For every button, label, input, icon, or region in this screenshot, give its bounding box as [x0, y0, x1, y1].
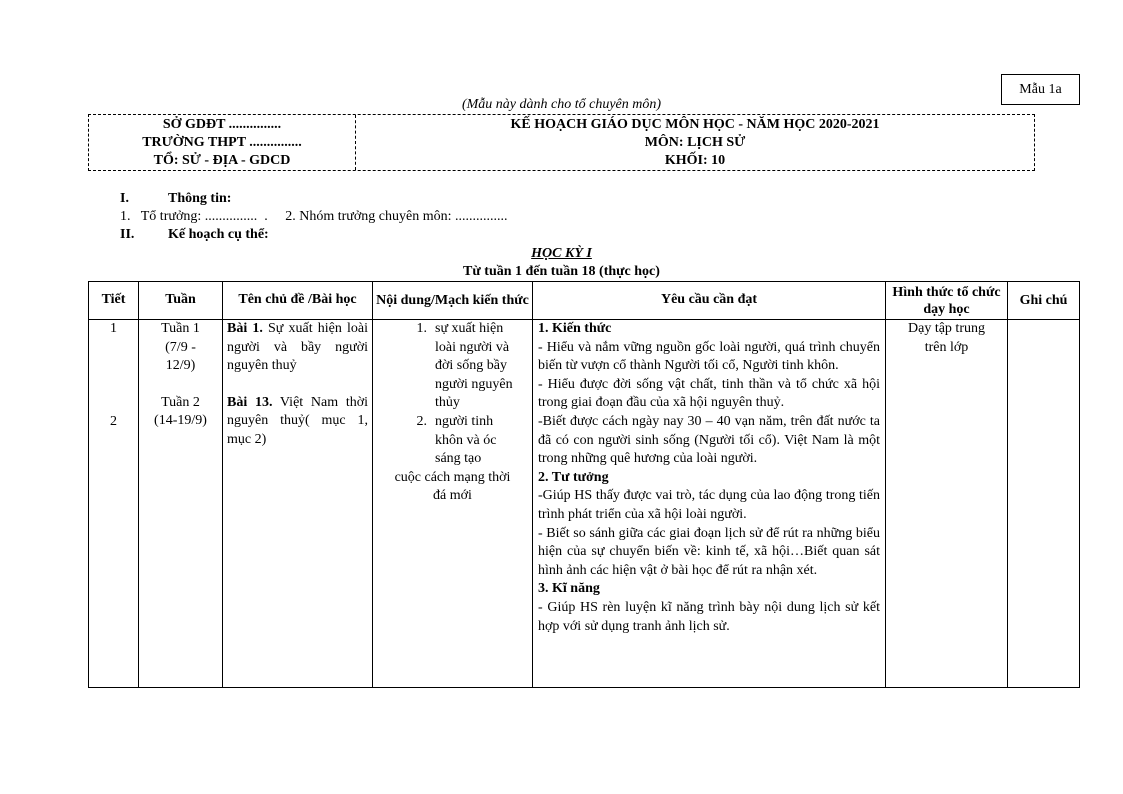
cell-tiet — [89, 320, 139, 688]
info-line: 1. Tổ trưởng: ............... . 2. Nhóm trưởng chuyên môn: ............... — [120, 209, 508, 224]
lesson-1-number: Bài 1. — [227, 321, 263, 336]
content-tail-line: đá mới — [433, 488, 472, 504]
req-paragraph: -Giúp HS thấy được vai trò, tác dụng của lao động trong tiến trình phát triển của xã hội loài người. — [538, 488, 880, 522]
col-header-noidung: Nội dung/Mạch kiến thức — [373, 282, 533, 320]
content-item-1-number: 1. — [416, 321, 427, 336]
lesson-2-number: Bài 13. — [227, 394, 273, 410]
header-plan-title: KẾ HOẠCH GIÁO DỤC MÔN HỌC - NĂM HỌC 2020-2021 — [510, 117, 880, 132]
document-header — [88, 114, 1035, 171]
req-heading-knowledge: 1. Kiến thức — [538, 321, 612, 336]
cell-tuan — [139, 320, 223, 688]
col-header-yeucau: Yêu cầu cần đạt — [533, 282, 886, 320]
col-header-tuan: Tuần — [139, 282, 223, 320]
content-item-1-line: người nguyên — [435, 376, 513, 392]
teaching-form-line: Dạy tập trung — [908, 321, 985, 336]
week-1-end: 12/9) — [165, 358, 196, 374]
content-item-1-line: thủy — [435, 395, 460, 411]
content-item-1-line: đời sống bầy — [435, 358, 507, 374]
req-heading-skills: 3. Kĩ năng — [538, 581, 600, 597]
content-tail-line: cuộc cách mạng thời — [394, 469, 511, 485]
teaching-form-line: trên lớp — [924, 339, 969, 355]
header-school-info — [89, 115, 356, 170]
lesson-1 — [227, 320, 368, 376]
req-paragraph: - Giúp HS rèn luyện kĩ năng trình bày nội dung lịch sử kết hợp với sử dụng tranh ảnh lịch sử. — [538, 599, 880, 634]
header-school: TRƯỜNG THPT ............... — [142, 135, 302, 150]
content-item-2-line: khôn và óc — [435, 432, 497, 448]
cell-bai-hoc — [223, 320, 373, 688]
week-2-dates: (14-19/9) — [154, 413, 207, 429]
section-plan-number: II. — [120, 227, 135, 242]
cell-noi-dung — [373, 320, 533, 688]
content-item-2-line: người tinh — [435, 413, 494, 429]
col-header-hinhthuc: Hình thức tổ chức dạy học — [886, 282, 1008, 320]
lesson-2 — [227, 394, 368, 450]
header-plan-info — [356, 115, 1034, 170]
section-info-heading — [120, 190, 231, 208]
lesson-1-title: Sự xuất hiện loài người và bầy người nguyên thuỷ — [227, 321, 368, 374]
section-info-number: I. — [120, 191, 129, 206]
content-item-1-line: sự xuất hiện — [435, 321, 504, 336]
header-department: SỞ GDĐT ............... — [162, 117, 282, 132]
form-note: (Mẫu này dành cho tổ chuyên môn) — [461, 97, 662, 112]
week-1-label: Tuần 1 — [161, 321, 200, 336]
req-heading-thought: 2. Tư tưởng — [538, 469, 609, 485]
tiet-2: 2 — [110, 413, 117, 429]
semester-range: Từ tuần 1 đến tuần 18 (thực học) — [463, 264, 660, 279]
content-tail — [375, 469, 530, 506]
section-plan-heading — [120, 226, 269, 244]
tiet-1: 1 — [110, 321, 117, 336]
header-grade: KHỐI: 10 — [664, 153, 726, 168]
header-subject: MÔN: LỊCH SỬ — [644, 135, 746, 150]
content-item-1 — [375, 320, 530, 413]
content-item-2 — [375, 413, 530, 469]
req-paragraph: - Hiểu được đời sống vật chất, tinh thần và tổ chức xã hội trong giai đoạn đầu của xã hội nguyên thuỷ. — [538, 376, 880, 411]
content-item-2-number: 2. — [416, 413, 427, 429]
week-2-label: Tuần 2 — [161, 394, 200, 410]
week-1-start: (7/9 - — [165, 339, 196, 355]
plan-table — [88, 281, 1080, 688]
req-paragraph: - Hiểu và nắm vững nguồn gốc loài người, quá trình chuyển biến từ vượn cổ thành Người tối cổ, Người tinh khôn. — [538, 339, 880, 374]
content-item-1-line: loài người và — [435, 339, 510, 355]
col-header-bai: Tên chủ đề /Bài học — [223, 282, 373, 320]
section-plan-title: Kế hoạch cụ thể: — [168, 227, 269, 242]
cell-hinh-thuc — [886, 320, 1008, 688]
table-row — [89, 320, 1080, 688]
cell-ghi-chu — [1008, 320, 1080, 688]
req-paragraph: -Biết được cách ngày nay 30 – 40 vạn năm, trên đất nước ta đã có con người sinh sống (Người tối cổ). Việt Nam là một trong những quê hương của loài người. — [538, 413, 880, 467]
col-header-tiet: Tiết — [89, 282, 139, 320]
section-info-title: Thông tin: — [168, 191, 232, 206]
table-header-row — [89, 282, 1080, 320]
sample-label: Mẫu 1a — [1001, 74, 1080, 105]
header-group: TỔ: SỬ - ĐỊA - GDCD — [153, 153, 291, 168]
col-header-ghichu: Ghi chú — [1008, 282, 1080, 320]
content-item-2-line: sáng tạo — [435, 451, 482, 467]
semester-title: HỌC KỲ I — [531, 246, 592, 261]
req-paragraph: - Biết so sánh giữa các giai đoạn lịch sử để rút ra những biểu hiện của sự chuyển biến về: kinh tế, xã hội…Biết quan sát hình ảnh các hiện vật ở bài học để rút ra nhận xét. — [538, 525, 880, 578]
lesson-2-title: Việt Nam thời nguyên thuỷ( mục 1, mục 2) — [227, 394, 369, 447]
cell-yeu-cau — [533, 320, 886, 688]
